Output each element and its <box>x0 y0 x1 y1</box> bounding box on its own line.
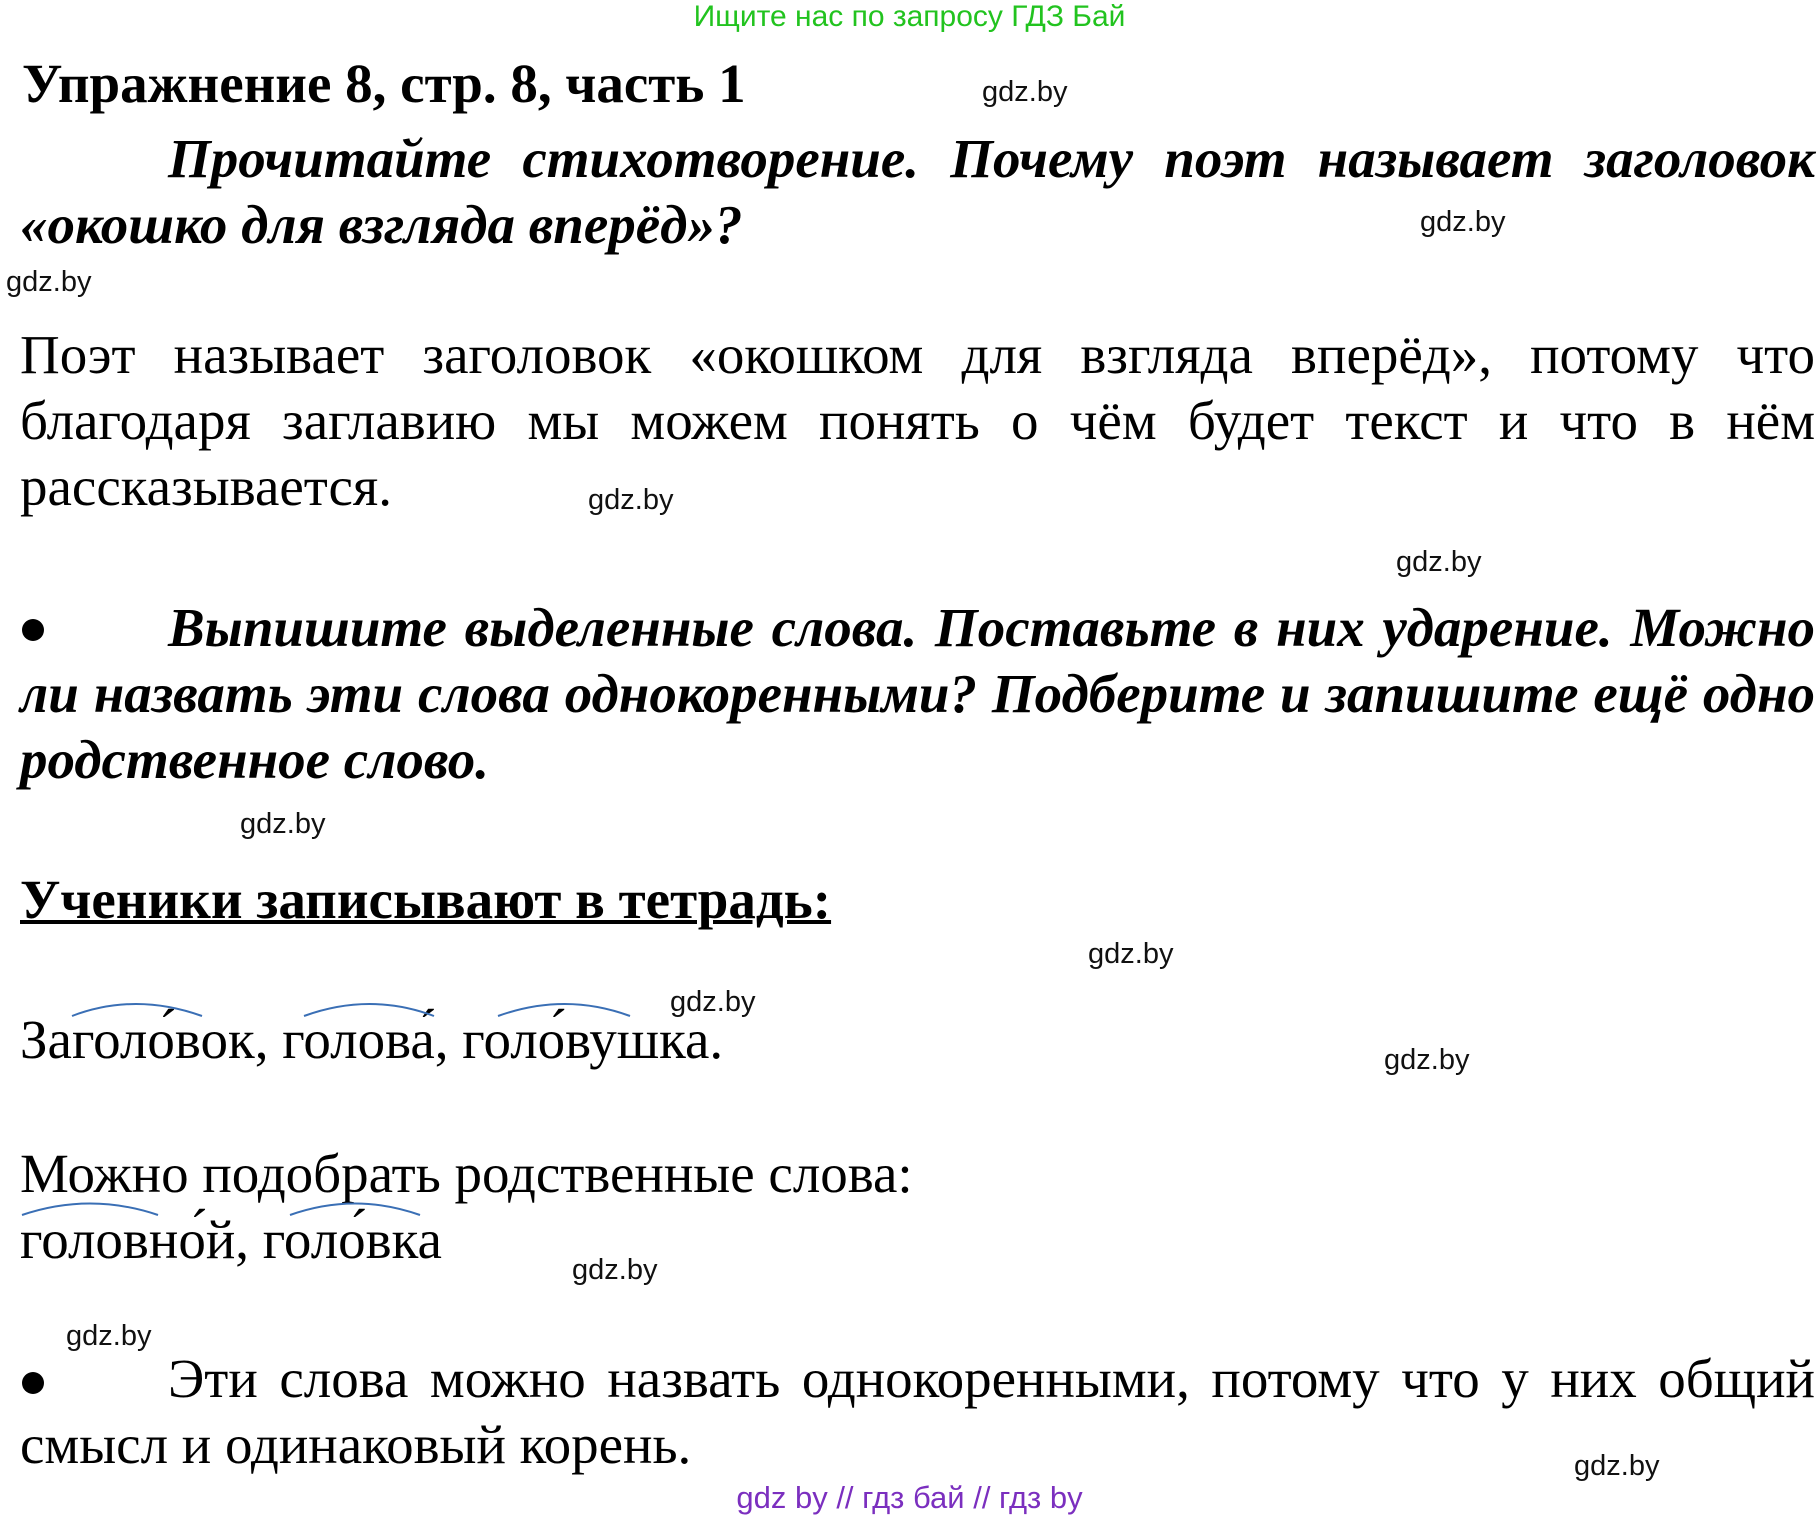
watermark: gdz.by <box>1384 1044 1470 1076</box>
related-words-intro: Можно подобрать родственные слова: <box>20 1143 913 1204</box>
watermark: gdz.by <box>670 986 756 1018</box>
task-question-1-text: Прочитайте стихотворение. Почему поэт называет заголовок «окошко для взгляда вперёд»? <box>20 128 1815 255</box>
root-arc-icon <box>22 1204 158 1216</box>
watermark: gdz.by <box>66 1320 152 1352</box>
watermark: gdz.by <box>1396 546 1482 578</box>
root-arc-icon <box>72 1004 202 1016</box>
watermark: gdz.by <box>572 1254 658 1286</box>
watermark: gdz.by <box>1574 1450 1660 1482</box>
root-arc-icon <box>290 1204 420 1216</box>
watermark: gdz.by <box>1088 938 1174 970</box>
stressed-words-line: Заголо́вок, голова́, голо́вушка. <box>20 1009 724 1070</box>
exercise-title: Упражнение 8, стр. 8, часть 1 <box>22 53 746 114</box>
watermark: gdz.by <box>240 808 326 840</box>
footer-links: gdz by // гдз бай // гдз by <box>736 1480 1083 1515</box>
conclusion-text: Эти слова можно назвать однокоренными, потому что у них общий смысл и одинаковый корень. <box>20 1348 1815 1475</box>
watermark: gdz.by <box>588 484 674 516</box>
notebook-heading: Ученики записывают в тетрадь: <box>20 869 832 930</box>
root-arc-icon <box>304 1004 434 1016</box>
watermark: gdz.by <box>982 76 1068 108</box>
search-banner: Ищите нас по запросу ГДЗ Бай <box>693 0 1126 33</box>
watermark: gdz.by <box>6 266 92 298</box>
answer-paragraph-1: Поэт называет заголовок «окошком для взгляда вперёд», потому что благодаря заглавию мы можем понять о чём будет текст и что в нём рассказывается. <box>20 324 1815 517</box>
related-words-line: головно́й, голо́вка <box>20 1209 442 1270</box>
root-arc-icon <box>498 1004 630 1016</box>
watermark: gdz.by <box>1420 206 1506 238</box>
task-question-2-text: Выпишите выделенные слова. Поставьте в них ударение. Можно ли назвать эти слова однокоренными? Подберите и запишите ещё одно родственное слово. <box>20 597 1815 790</box>
